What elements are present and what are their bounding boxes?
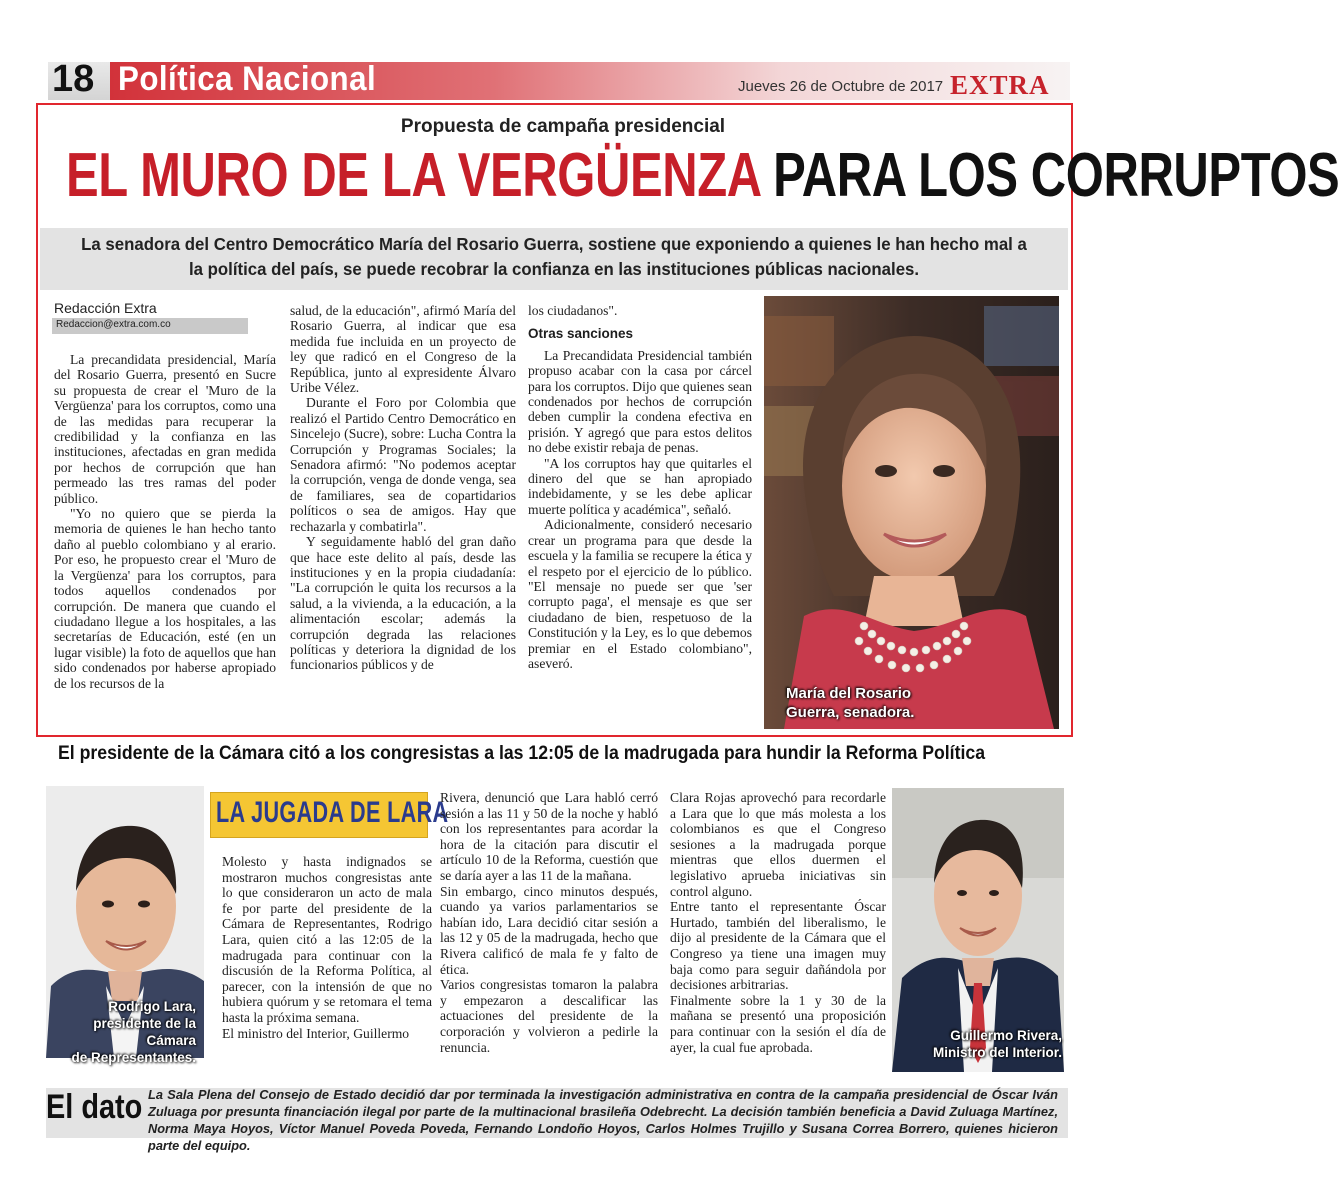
headline-red-part: EL MURO DE LA VERGÜENZA xyxy=(66,141,760,210)
paragraph: Rivera, denunció que Lara habló cerró sesión a las 11 y 50 de la noche y habló con los representantes para acordar la hora de la citación para discutir el artículo 10 de la Reforma, cuestión que se daría ayer a las 11 de la mañana. xyxy=(440,790,658,883)
paragraph: Durante el Foro por Colombia que realizó el Partido Centro Democrático en Sincelejo (Sucre), sobre: Lucha Contra la Corrupción y Programas Sociales; la Senadora afirmó: "No podemos aceptar la corrupción, venga de donde venga, sea de familiares, sea de copartidarios políticos o sea de amigos. Hay que rechazarla y combatirla". xyxy=(290,395,516,534)
secondary-headline: El presidente de la Cámara citó a los congresistas a las 12:05 de la madrugada para hundir la Reforma Política xyxy=(58,743,986,764)
paragraph: Y seguidamente habló del gran daño que hace este delito al país, desde las instituciones y en la propia ciudadanía: "La corrupción le quita los recursos a la salud, a la vivienda, a la educación, a la alimentación escolar; además la corrupción degrada las relaciones políticas y deteriora la dignidad de los funcionarios públicos y de xyxy=(290,534,516,673)
caption-line: Rodrigo Lara, xyxy=(108,999,196,1014)
el-dato-label: El dato xyxy=(46,1088,143,1126)
senator-photo xyxy=(764,296,1059,729)
newspaper-logo: EXTRA xyxy=(950,70,1050,100)
caption-line: Guillermo Rivera, xyxy=(950,1028,1062,1043)
caption-line: Ministro del Interior. xyxy=(932,1045,1062,1060)
main-headline xyxy=(66,140,1339,211)
section-title: Política Nacional xyxy=(118,60,377,98)
paragraph: Sin embargo, cinco minutos después, cuando ya varios parlamentarios se habían ido, Lara decidió citar sesión a las 12 y 05 de la madrugada, hecho que Rivera calificó de mala fe y falto de ética. xyxy=(440,883,658,977)
jugada-label: LA JUGADA DE LARA xyxy=(216,796,449,829)
paragraph: "A los corruptos hay que quitarles el dinero del que se han apropiado indebidamente, y se les debe aplicar muerte política y académica", señaló. xyxy=(528,455,752,517)
senator-portrait-image xyxy=(764,296,1059,729)
paragraph: Adicionalmente, consideró necesario crear un programa para que desde la escuela y la familia se recupere la ética y el respeto por el ejercicio de lo público. "El mensaje no puede ser que 'ser corrupto paga', el mensaje es que ser ciudadano de bien, respetuoso de la Constitución y la Ley, es lo que debemos premiar en el Estado colombiano", aseveró. xyxy=(528,517,752,671)
page-number: 18 xyxy=(52,58,95,100)
subheading: Otras sanciones xyxy=(528,326,634,342)
guillermo-rivera-caption xyxy=(896,1027,1062,1061)
paragraph: Finalmente sobre la 1 y 30 de la mañana se presentó una proposición para continuar con la sesión el día de ayer, la cual fue aprobada. xyxy=(670,992,886,1055)
caption-line: de Representantes. xyxy=(71,1050,196,1065)
caption-line: presidente de la Cámara xyxy=(93,1016,196,1048)
article-kicker: Propuesta de campaña presidencial xyxy=(400,116,726,137)
paragraph: "Yo no quiero que se pierda la memoria de quienes le han hecho tanto daño al pueblo colombiano y al erario. Por eso, he propuesto crear el 'Muro de la Vergüenza' para los corruptos, para todos aquellos condenados por corrupción. De manera que cuando el ciudadano llegue a los hospitales, a las secretarías de Educación, esté (en un lugar visible) la foto de aquellos que han sido condenados por haberse apropiado de los recursos de la xyxy=(54,506,276,691)
paragraph: salud, de la educación", afirmó María del Rosario Guerra, al indicar que esa medida fue incluida en un proyecto de ley que radicó en el Congreso de la República, junto al expresidente Álvaro Uribe Vélez. xyxy=(290,303,516,396)
article-column-1 xyxy=(54,352,276,691)
caption-line: Guerra, senadora. xyxy=(786,704,915,721)
paragraph: Entre tanto el representante Óscar Hurtado, también del liberalismo, le dijo al presidente de la Cámara que el Congreso ya tiene una imagen muy baja como para seguir dañándola por decisiones arbitrarias. xyxy=(670,899,886,993)
caption-line: María del Rosario xyxy=(786,685,912,702)
senator-photo-caption xyxy=(786,684,914,722)
rodrigo-lara-caption xyxy=(56,998,196,1066)
second-column-3 xyxy=(670,790,886,1055)
byline: Redacción Extra xyxy=(54,300,157,316)
headline-black-part: PARA LOS CORRUPTOS xyxy=(773,141,1339,210)
article-deck: La senadora del Centro Democrático María del Rosario Guerra, sostiene que exponiendo a quienes le han hecho mal a la política del país, se puede recobrar la confianza en las instituciones públicas nacionales. xyxy=(81,234,1027,279)
issue-date: Jueves 26 de Octubre de 2017 xyxy=(738,78,944,95)
paragraph: El ministro del Interior, Guillermo xyxy=(222,1025,410,1041)
paragraph: La Precandidata Presidencial también propuso acabar con la casa por cárcel para los corruptos. Dijo que quienes sean condenados por hechos de corrupción deben cumplir la condena efectiva en prisión. Y agregó que para estos delitos no debe existir rebaja de penas. xyxy=(528,347,752,456)
paragraph: Varios congresistas tomaron la palabra y empezaron a descalificar las actuaciones del presidente de la corporación y volvieron a pedirle la renuncia. xyxy=(440,977,658,1055)
paragraph: los ciudadanos". xyxy=(528,303,618,318)
paragraph: Molesto y hasta indignados se mostraron muchos congresistas ante lo que consideraron un acto de mala fe por parte del presidente de la Cámara de Representantes, Rodrigo Lara, quien citó a las 12:05 de la madrugada para continuar con la discusión de la Reforma Política, al parecer, con la intensión de que no hubiera quórum y se retomara el tema hasta la próxima semana. xyxy=(222,854,432,1025)
article-column-3 xyxy=(528,303,752,671)
article-column-2 xyxy=(290,303,516,673)
el-dato-text: La Sala Plena del Consejo de Estado decidió dar por terminada la investigación administrativa en contra de la campaña presidencial de Óscar Iván Zuluaga por presunta financiación ilegal por parte de la multinacional brasileña Odebrecht. La decisión también beneficia a David Zuluaga Martínez, Norma Maya Hoyos, Víctor Manuel Poveda Poveda, Fernando Londoño Hoyos, Carlos Holmes Trujillo y Susana Correa Borrero, quienes hicieron parte del equipo. xyxy=(148,1087,1058,1153)
byline-email: Redaccion@extra.com.co xyxy=(56,319,171,330)
paragraph: Clara Rojas aprovechó para recordarle a Lara que lo que más molesta a los colombianos es que el Congreso sesiones a la madrugada porque mientras que ellos duermen el legislativo aprueba iniciativas sin control alguno. xyxy=(670,790,886,899)
paragraph: La precandidata presidencial, María del Rosario Guerra, presentó en Sucre su propuesta de crear el 'Muro de la Vergüenza' para los corruptos, como una de las medidas para recuperar la credibilidad y la confianza en las instituciones, afectadas en gran medida por hechos de corrupción que han permeado las tres ramas del poder público. xyxy=(54,352,276,506)
second-column-1 xyxy=(222,854,432,1041)
second-column-2 xyxy=(440,790,658,1055)
